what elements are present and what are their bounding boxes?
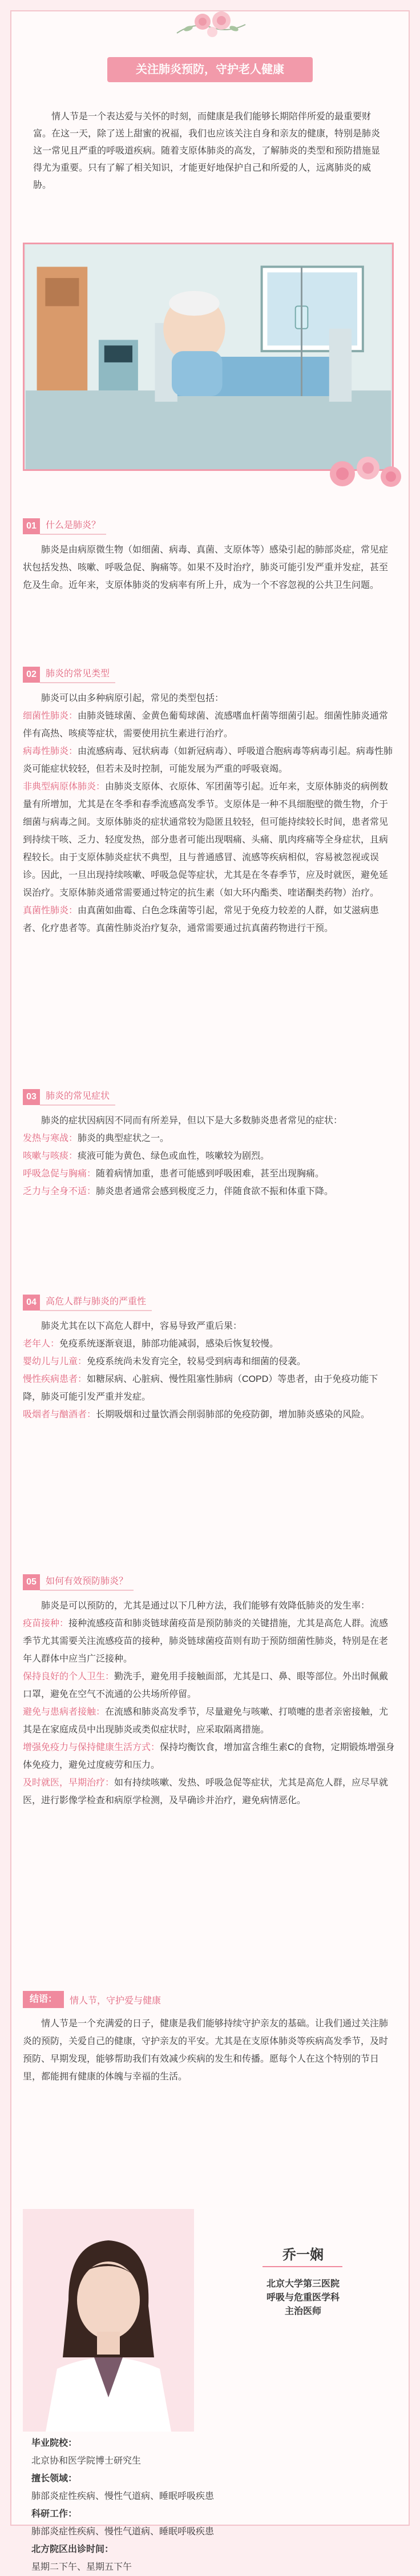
doctor-photo xyxy=(23,2209,194,2432)
summary-body xyxy=(23,2015,395,2086)
paragraph: 肺炎的症状因病因不同而有所差异，但以下是大多数肺炎患者常见的症状： xyxy=(41,1116,343,1126)
paragraph xyxy=(23,1183,395,1200)
summary-title: 情人节，守护爱与健康 xyxy=(70,1996,161,2006)
doctor-title-line: 呼吸与危重医学科 xyxy=(266,2293,340,2303)
item-label: 咳嗽与咳痰： xyxy=(23,1151,78,1161)
page-title: 关注肺炎预防，守护老人健康 xyxy=(107,57,313,82)
item-text: 由流感病毒、冠状病毒（如新冠病毒）、呼吸道合胞病毒等病毒引起。病毒性肺炎可能症状较轻，但若未及时控制，可能发展为严重的呼吸衰竭。 xyxy=(23,747,393,774)
item-label: 慢性疾病患者： xyxy=(23,1374,87,1384)
paragraph xyxy=(23,1147,395,1165)
section-title: 什么是肺炎？ xyxy=(40,518,106,535)
doctor-title xyxy=(211,2277,395,2319)
info-label: 北方院区出诊时间： xyxy=(31,2545,114,2554)
info-label: 擅长领域： xyxy=(31,2474,78,2484)
paragraph xyxy=(23,1406,395,1424)
item-text: 由肺炎链球菌、金黄色葡萄球菌、流感嗜血杆菌等细菌引起。细菌性肺炎通常伴有高热、咳痰等症状，需要使用抗生素进行治疗。 xyxy=(23,711,389,739)
roses-decoration-icon xyxy=(320,445,411,497)
doctor-name: 乔一娴 xyxy=(282,2247,324,2263)
item-text: 在流感和肺炎高发季节，尽量避免与咳嗽、打喷嚏的患者亲密接触，尤其是在家庭成员中出现肺炎或类似症状时，应采取隔离措施。 xyxy=(23,1707,389,1735)
item-text: 由真菌如曲霉、白色念珠菌等引起，常见于免疫力较差的人群，如艾滋病患者、化疗患者等。真菌性肺炎治疗复杂，通常需要通过抗真菌药物进行干预。 xyxy=(23,906,379,933)
section-header-1 xyxy=(23,518,106,534)
paragraph: 肺炎是可以预防的，尤其是通过以下几种方法，我们能够有效降低肺炎的发生率： xyxy=(41,1601,370,1611)
section-title: 如何有效预防肺炎？ xyxy=(40,1574,134,1591)
summary-header xyxy=(23,1991,167,2008)
section-number: 01 xyxy=(23,518,40,534)
paragraph xyxy=(23,1703,395,1739)
paragraph xyxy=(23,1165,395,1183)
item-label: 保持良好的个人卫生： xyxy=(23,1672,115,1682)
info-label: 毕业院校： xyxy=(31,2438,78,2448)
info-value: 肺部炎症性疾病、慢性气道病、睡眠呼吸疾患 xyxy=(31,2492,215,2501)
paragraph xyxy=(23,743,395,778)
section-header-2 xyxy=(23,667,115,683)
paragraph: 情人节是一个充满爱的日子，健康是我们能够持续守护亲友的基础。让我们通过关注肺炎的预防，关爱自己的健康，守护亲友的平安。尤其是在支原体肺炎等疾病高发季节，及时预防、早期发现，能够帮助我们有效减少疾病的发生和传播。愿每个人在这个特别的节日里，都能拥有健康的体魄与幸福的生活。 xyxy=(23,2019,389,2082)
paragraph: 肺炎是由病原微生物（如细菌、病毒、真菌、支原体等）感染引起的肺部炎症，常见症状包括发热、咳嗽、呼吸急促、胸痛等。如果不及时治疗，肺炎可能引发严重并发症，甚至危及生命。近年来，支原体肺炎的发病率有所上升，成为一个不容忽视的公共卫生问题。 xyxy=(23,545,389,590)
info-value: 北京协和医学院博士研究生 xyxy=(31,2456,142,2466)
item-text: 长期吸烟和过量饮酒会削弱肺部的免疫防御，增加肺炎感染的风险。 xyxy=(96,1410,370,1420)
item-label: 老年人： xyxy=(23,1339,60,1349)
header xyxy=(0,0,420,91)
info-value: 肺部炎症性疾病、慢性气道病、睡眠呼吸疾患 xyxy=(31,2527,215,2537)
doctor-info xyxy=(31,2434,385,2576)
item-label: 非典型病原体肺炎： xyxy=(23,782,106,792)
paragraph xyxy=(23,1668,395,1703)
section-body-5 xyxy=(23,1597,395,1809)
item-text: 接种流感疫苗和肺炎链球菌疫苗是预防肺炎的关键措施，尤其是高危人群。流感季节尤其需要关注流感疫苗的接种，肺炎链球菌疫苗则有助于预防细菌性肺炎，特别是在老年人群体中应当广泛接种。 xyxy=(23,1619,389,1664)
item-text: 随着病情加重，患者可能感到呼吸困难，甚至出现胸痛。 xyxy=(96,1169,325,1179)
item-text: 如糖尿病、心脏病、慢性阻塞性肺病（COPD）等患者，由于免疫功能下降，肺炎可能引发严重并发症。 xyxy=(23,1374,378,1402)
section-header-4 xyxy=(23,1295,152,1311)
paragraph xyxy=(23,1335,395,1353)
section-number: 04 xyxy=(23,1295,40,1311)
item-label: 婴幼儿与儿童： xyxy=(23,1357,87,1366)
item-text: 勤洗手，避免用手接触面部，尤其是口、鼻、眼等部位。外出时佩戴口罩，避免在空气不流通的公共场所停留。 xyxy=(23,1672,389,1699)
doctor-title-line: 北京大学第三医院 xyxy=(266,2279,340,2289)
item-label: 乏力与全身不适： xyxy=(23,1187,96,1196)
info-label: 科研工作： xyxy=(31,2509,78,2519)
item-label: 疫苗接种： xyxy=(23,1619,69,1628)
item-text: 免疫系统逐渐衰退，肺部功能减弱，感染后恢复较慢。 xyxy=(59,1339,279,1349)
item-text: 如有持续咳嗽、发热、呼吸急促等症状，尤其是高危人群，应尽早就医，进行影像学检查和病原学检测，及早确诊并治疗，避免病情恶化。 xyxy=(23,1778,389,1805)
item-label: 增强免疫力与保持健康生活方式： xyxy=(23,1743,160,1752)
doctor-title-line: 主治医师 xyxy=(284,2307,321,2316)
item-label: 及时就医，早期治疗： xyxy=(23,1778,115,1788)
paragraph xyxy=(23,1130,395,1147)
section-number: 02 xyxy=(23,667,40,683)
paragraph: 肺炎尤其在以下高危人群中，容易导致严重后果： xyxy=(41,1321,243,1331)
item-label: 真菌性肺炎： xyxy=(23,906,78,916)
item-label: 吸烟者与酗酒者： xyxy=(23,1410,96,1420)
info-value: 星期二下午、星期五下午 xyxy=(31,2562,132,2572)
divider xyxy=(262,2266,342,2267)
item-label: 发热与寒战： xyxy=(23,1134,78,1143)
paragraph: 肺炎可以由多种病原引起，常见的类型包括： xyxy=(41,694,224,703)
item-text: 肺炎患者通常会感到极度乏力，伴随食欲不振和体重下降。 xyxy=(96,1187,334,1196)
item-text: 保持均衡饮食，增加富含维生素C的食物，定期锻炼增强身体免疫力，避免过度疲劳和压力。 xyxy=(23,1743,395,1770)
item-label: 病毒性肺炎： xyxy=(23,747,78,756)
flower-decoration-icon xyxy=(171,5,251,45)
section-title: 高危人群与肺炎的严重性 xyxy=(40,1294,152,1311)
section-title: 肺炎的常见症状 xyxy=(40,1089,115,1106)
paragraph xyxy=(23,1739,395,1774)
item-label: 细菌性肺炎： xyxy=(23,711,78,721)
paragraph xyxy=(23,778,395,902)
paragraph xyxy=(23,1353,395,1370)
item-text: 由肺炎支原体、衣原体、军团菌等引起。近年来，支原体肺炎的病例数量有所增加，尤其是在冬季和春季流感高发季节。支原体是一种不具细胞壁的微生物，介于细菌与病毒之间。支原体肺炎的症状通常较为隐匿且较轻，但可能持续较长时间，患者常见到持续干咳、乏力、轻度发热，部分患者可能出现咽痛、头痛、肌肉疼痛等全身症状，且病程较长。由于支原体肺炎症状不典型，且与普通感冒、流感等疾病相似，容易被忽视或误诊。因此，一旦出现持续咳嗽、呼吸急促等症状，尤其是在冬春季节，应及时就医，避免延误治疗。支原体肺炎通常需要通过特定的抗生素（如大环内酯类、喹诺酮类药物）治疗。 xyxy=(23,782,389,898)
item-label: 呼吸急促与胸痛： xyxy=(23,1169,96,1179)
item-text: 痰液可能为黄色、绿色或血性，咳嗽较为剧烈。 xyxy=(78,1151,270,1161)
item-text: 免疫系统尚未发育完全，较易受到病毒和细菌的侵袭。 xyxy=(87,1357,306,1366)
section-title: 肺炎的常见类型 xyxy=(40,666,115,683)
paragraph xyxy=(23,1615,395,1668)
intro-paragraph: 情人节是一个表达爱与关怀的时刻，而健康是我们能够长期陪伴所爱的最重要财富。在这一天，除了送上甜蜜的祝福，我们也应该关注自身和亲友的健康，特别是肺炎这一常见且严重的呼吸道疾病。随着支原体肺炎的高发，了解肺炎的类型和预防措施显得尤为重要。只有了解了相关知识，才能更好地保护自己和所爱的人，远离肺炎的威胁。 xyxy=(33,112,381,190)
summary-label: 结语： xyxy=(23,1991,64,2008)
section-body-1 xyxy=(23,541,395,594)
item-label: 避免与患病者接触： xyxy=(23,1707,106,1717)
section-number: 03 xyxy=(23,1089,40,1105)
paragraph xyxy=(23,1774,395,1809)
paragraph xyxy=(23,902,395,937)
section-header-3 xyxy=(23,1089,115,1105)
section-body-2 xyxy=(23,690,395,937)
paragraph xyxy=(23,1370,395,1406)
doctor-card xyxy=(23,2209,395,2432)
section-header-5 xyxy=(23,1574,134,1590)
section-body-4 xyxy=(23,1317,395,1424)
section-number: 05 xyxy=(23,1574,40,1590)
section-body-3 xyxy=(23,1112,395,1200)
hospital-illustration xyxy=(23,243,394,471)
paragraph xyxy=(23,707,395,743)
item-text: 肺炎的典型症状之一。 xyxy=(78,1134,169,1143)
